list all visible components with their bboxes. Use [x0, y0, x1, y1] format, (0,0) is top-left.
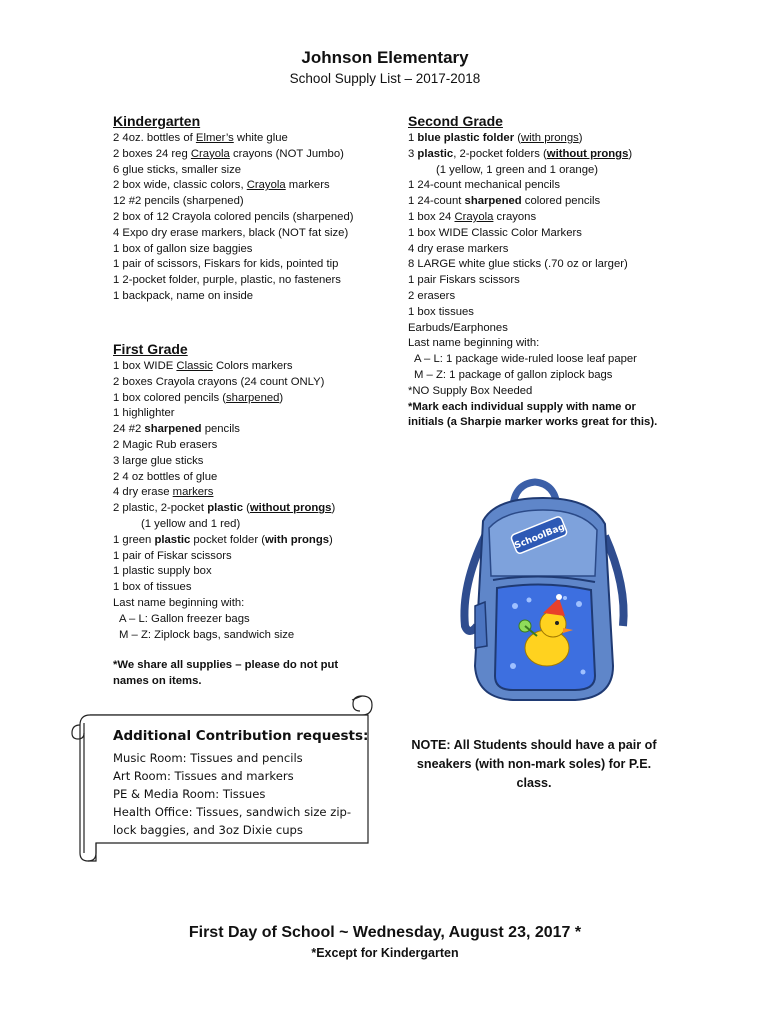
- supply-item: *NO Supply Box Needed: [408, 384, 533, 397]
- supply-item: 2 erasers: [408, 289, 456, 302]
- supply-item: 1 box WIDE Classic Colors markers: [113, 360, 293, 372]
- supply-item: 3 plastic, 2-pocket folders (without prongs): [408, 147, 633, 160]
- first-grade-supply-list: [113, 359, 335, 643]
- supply-item: 2 boxes Crayola crayons (24 count ONLY): [113, 375, 325, 388]
- supply-item: 1 pair Fiskars scissors: [408, 274, 520, 287]
- supply-item: 1 box WIDE Classic Color Markers: [408, 226, 582, 239]
- supply-item: 1 2-pocket folder, purple, plastic, no fasteners: [113, 274, 341, 287]
- supply-item: Earbuds/Earphones: [408, 321, 508, 334]
- supply-item: 1 box of gallon size baggies: [113, 242, 253, 255]
- supply-item: 1 green plastic pocket folder (with prongs): [113, 533, 333, 546]
- supply-item: initials (a Sharpie marker works great for this).: [408, 416, 658, 429]
- supply-item: 2 4 oz bottles of glue: [113, 470, 218, 483]
- backpack-illustration: [455, 476, 633, 704]
- contribution-item: Music Room: Tissues and pencils: [113, 751, 303, 765]
- supply-item: (1 yellow, 1 green and 1 orange): [436, 163, 599, 176]
- kindergarten-heading: Kindergarten: [113, 113, 201, 129]
- first-day-heading: First Day of School ~ Wednesday, August 23, 2017 *: [188, 924, 582, 941]
- backpack-label: SchoolBag: [513, 522, 567, 552]
- contribution-item: lock baggies, and 3oz Dixie cups: [113, 823, 303, 837]
- second-grade-supply-list: [408, 131, 657, 431]
- supply-item: 1 24-count sharpened colored pencils: [408, 195, 601, 208]
- first-grade-heading: First Grade: [113, 341, 188, 357]
- supply-item: 6 glue sticks, smaller size: [113, 163, 242, 176]
- supply-item: 2 box of 12 Crayola colored pencils (sharpened): [113, 210, 354, 223]
- supply-item: 2 box wide, classic colors, Crayola markers: [113, 179, 330, 192]
- supply-item: 1 box colored pencils (sharpened): [113, 391, 284, 404]
- supply-item: 1 box tissues: [408, 305, 474, 318]
- contribution-item: PE & Media Room: Tissues: [113, 787, 266, 801]
- first-grade-note: *We share all supplies – please do not put names on items.: [113, 659, 339, 687]
- contribution-title: Additional Contribution requests:: [113, 728, 369, 744]
- kindergarten-exception: *Except for Kindergarten: [311, 946, 459, 960]
- supply-item: 1 backpack, name on inside: [113, 289, 254, 302]
- supply-item: 1 box of tissues: [113, 581, 192, 594]
- supply-item: *Mark each individual supply with name or: [408, 400, 636, 413]
- supply-item: 3 large glue sticks: [113, 454, 204, 467]
- supply-item: A – L: 1 package wide-ruled loose leaf paper: [414, 353, 637, 366]
- second-grade-heading: Second Grade: [408, 113, 503, 129]
- supply-item: 4 dry erase markers: [408, 242, 509, 255]
- supply-item: 1 highlighter: [113, 407, 175, 420]
- supply-item: 2 4oz. bottles of Elmer’s white glue: [113, 132, 288, 144]
- supply-item: 24 #2 sharpened pencils: [113, 423, 240, 436]
- document-title: Johnson Elementary: [301, 48, 469, 67]
- supply-item: 1 blue plastic folder (with prongs): [408, 132, 583, 144]
- supply-item: 1 24-count mechanical pencils: [408, 179, 560, 192]
- supply-item: 4 dry erase markers: [113, 486, 214, 499]
- contribution-item: Art Room: Tissues and markers: [113, 769, 294, 783]
- supply-item: 8 LARGE white glue sticks (.70 oz or larger): [408, 258, 628, 271]
- supply-item: 2 plastic, 2-pocket plastic (without prongs): [113, 502, 336, 515]
- contribution-requests: [113, 728, 371, 839]
- sneakers-note: NOTE: All Students should have a pair of sneakers (with non-mark soles) for P.E. class.: [411, 738, 657, 790]
- supply-item: 1 pair of scissors, Fiskars for kids, pointed tip: [113, 258, 339, 271]
- supply-item: Last name beginning with:: [408, 337, 540, 350]
- supply-item: 1 box 24 Crayola crayons: [408, 210, 537, 223]
- supply-item: A – L: Gallon freezer bags: [119, 612, 250, 625]
- kindergarten-supply-list: [113, 131, 354, 305]
- supply-item: 2 boxes 24 reg Crayola crayons (NOT Jumbo): [113, 147, 344, 160]
- supply-item: (1 yellow and 1 red): [141, 517, 241, 530]
- supply-item: 2 Magic Rub erasers: [113, 438, 218, 451]
- supply-item: M – Z: 1 package of gallon ziplock bags: [414, 368, 613, 381]
- supply-item: 4 Expo dry erase markers, black (NOT fat size): [113, 226, 349, 239]
- supply-item: 12 #2 pencils (sharpened): [113, 195, 244, 208]
- supply-item: 1 plastic supply box: [113, 565, 212, 578]
- supply-item: Last name beginning with:: [113, 596, 245, 609]
- contribution-item: Health Office: Tissues, sandwich size zip-: [113, 805, 352, 819]
- document-subtitle: School Supply List – 2017-2018: [289, 71, 481, 86]
- supply-item: 1 pair of Fiskar scissors: [113, 549, 232, 562]
- supply-item: M – Z: Ziplock bags, sandwich size: [119, 628, 295, 641]
- contribution-list: [113, 749, 371, 839]
